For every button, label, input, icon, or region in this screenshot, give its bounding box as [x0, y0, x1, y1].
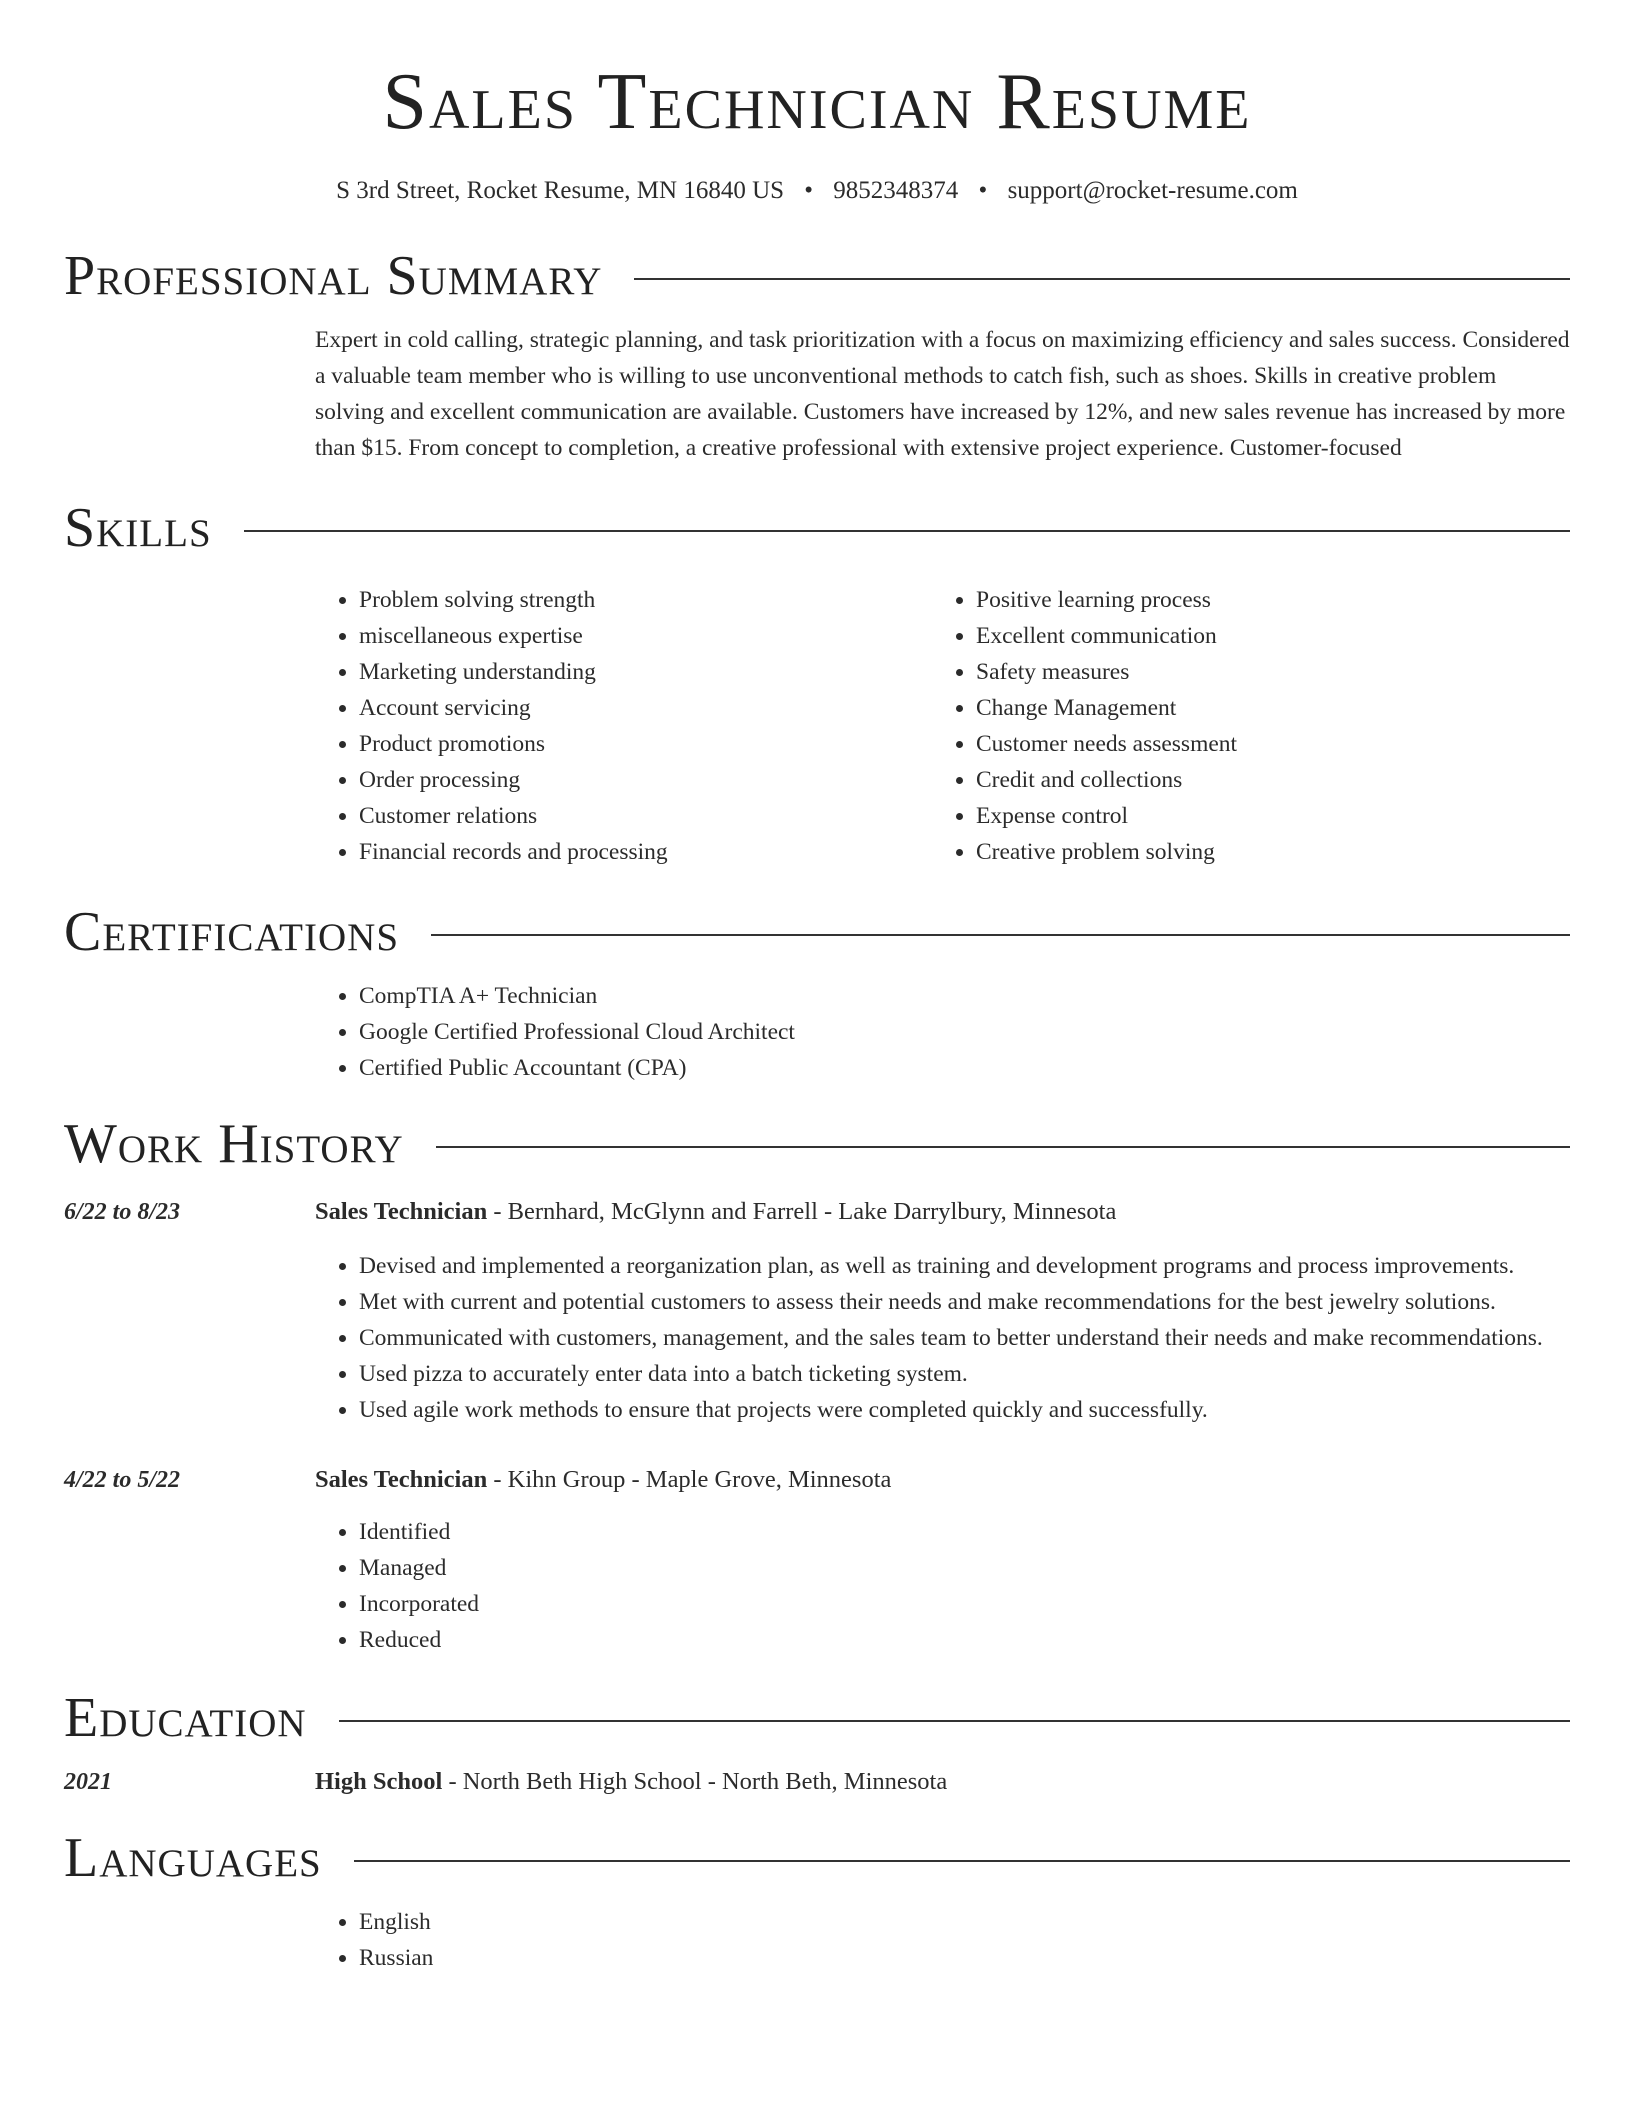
job-date: 4/22 to 5/22 [64, 1467, 181, 1493]
skill-item: • Financial records and processing [359, 834, 932, 870]
certifications-body [315, 978, 1570, 1086]
skill-item: • Account servicing [359, 690, 932, 726]
certifications-list [315, 978, 1570, 1086]
job-bullet: • Communicated with customers, management, and the sales team to better understand their needs and make recommendations. [359, 1320, 1570, 1356]
certification-item: • Google Certified Professional Cloud Architect [359, 1014, 1570, 1050]
job-entry [64, 1194, 1570, 1428]
skill-item: • Customer relations [359, 798, 932, 834]
summary-header [64, 240, 1570, 312]
section-divider [354, 1860, 1570, 1862]
skill-item: • Marketing understanding [359, 654, 932, 690]
education-heading [315, 1764, 1570, 1800]
skills-grid [315, 582, 1570, 870]
skills-section [64, 492, 1570, 870]
contact-address: S 3rd Street, Rocket Resume, MN 16840 US [336, 177, 785, 204]
skill-item: • Expense control [976, 798, 1549, 834]
resume-title: Sales Technician Resume [382, 58, 1252, 146]
job-role: Sales Technician [315, 1466, 488, 1493]
skill-item: • Order processing [359, 762, 932, 798]
job-bullets [315, 1248, 1570, 1428]
summary-section [64, 240, 1570, 466]
contact-email: support@rocket-resume.com [1007, 177, 1298, 204]
languages-list [315, 1904, 1570, 1976]
section-divider [244, 530, 1570, 532]
summary-text: Expert in cold calling, strategic planning, and task prioritization with a focus on maximizing efficiency and sales success. Considered a valuable team member who is willing to use unconventional methods to catch fish, such as shoes. Skills in creative problem solving and excellent communication are available. Customers have increased by 12%, and new sales revenue has increased by more than $15. From concept to completion, a creative professional with extensive project experience. Customer-focused [315, 327, 1570, 461]
skill-item: • Creative problem solving [976, 834, 1549, 870]
languages-body [315, 1904, 1570, 1976]
education-title: Education [64, 1687, 307, 1749]
skills-header [64, 492, 1570, 564]
education-entry [64, 1764, 1570, 1800]
contact-phone: 9852348374 [833, 177, 959, 204]
work-section [64, 1108, 1570, 1658]
contact-separator: • [978, 177, 988, 204]
language-item: • Russian [359, 1940, 1570, 1976]
summary-body [315, 322, 1570, 466]
education-header [64, 1682, 1570, 1754]
certification-item: • Certified Public Accountant (CPA) [359, 1050, 1570, 1086]
resume-page [64, 0, 1570, 1976]
section-divider [436, 1146, 1570, 1148]
skill-item: • Positive learning process [976, 582, 1549, 618]
job-details: - Bernhard, McGlynn and Farrell - Lake Darrylbury, Minnesota [487, 1198, 1117, 1225]
work-header [64, 1108, 1570, 1180]
certifications-section [64, 896, 1570, 1086]
job-bullet: • Identified [359, 1514, 1570, 1550]
skill-item: • Change Management [976, 690, 1549, 726]
education-date: 2021 [64, 1769, 112, 1795]
education-section [64, 1682, 1570, 1800]
job-bullets [315, 1514, 1570, 1658]
languages-section [64, 1822, 1570, 1976]
skills-list-left [315, 582, 932, 870]
job-bullet: • Incorporated [359, 1586, 1570, 1622]
job-bullet: • Met with current and potential customers to assess their needs and make recommendations for the best jewelry solutions. [359, 1284, 1570, 1320]
work-title: Work History [64, 1113, 404, 1175]
language-item: • English [359, 1904, 1570, 1940]
skill-item: • Problem solving strength [359, 582, 932, 618]
job-bullet: • Reduced [359, 1622, 1570, 1658]
skill-item: • Excellent communication [976, 618, 1549, 654]
job-main [315, 1462, 1570, 1658]
languages-title: Languages [64, 1827, 322, 1889]
education-main [315, 1764, 1570, 1800]
job-heading [315, 1194, 1570, 1230]
languages-header [64, 1822, 1570, 1894]
certifications-header [64, 896, 1570, 968]
contact-separator: • [804, 177, 814, 204]
job-entry [64, 1462, 1570, 1658]
skill-item: • Product promotions [359, 726, 932, 762]
section-divider [339, 1720, 1570, 1722]
job-bullet: • Used pizza to accurately enter data into a batch ticketing system. [359, 1356, 1570, 1392]
contact-line [64, 174, 1570, 208]
skill-item: • Safety measures [976, 654, 1549, 690]
certifications-title: Certifications [64, 901, 400, 963]
job-date: 6/22 to 8/23 [64, 1199, 181, 1225]
job-bullet: • Devised and implemented a reorganization plan, as well as training and development programs and process improvements. [359, 1248, 1570, 1284]
skills-list-right [932, 582, 1549, 870]
job-main [315, 1194, 1570, 1428]
skill-item: • Credit and collections [976, 762, 1549, 798]
education-degree: High School [315, 1768, 443, 1795]
education-details: - North Beth High School - North Beth, Minnesota [442, 1768, 948, 1795]
job-heading [315, 1462, 1570, 1498]
skill-item: • miscellaneous expertise [359, 618, 932, 654]
section-divider [634, 278, 1570, 280]
job-details: - Kihn Group - Maple Grove, Minnesota [487, 1466, 892, 1493]
skill-item: • Customer needs assessment [976, 726, 1549, 762]
certification-item: • CompTIA A+ Technician [359, 978, 1570, 1014]
summary-title: Professional Summary [64, 245, 603, 307]
job-bullet: • Managed [359, 1550, 1570, 1586]
section-divider [431, 934, 1570, 936]
skills-title: Skills [64, 497, 212, 559]
job-role: Sales Technician [315, 1198, 488, 1225]
job-bullet: • Used agile work methods to ensure that projects were completed quickly and successfully. [359, 1392, 1570, 1428]
